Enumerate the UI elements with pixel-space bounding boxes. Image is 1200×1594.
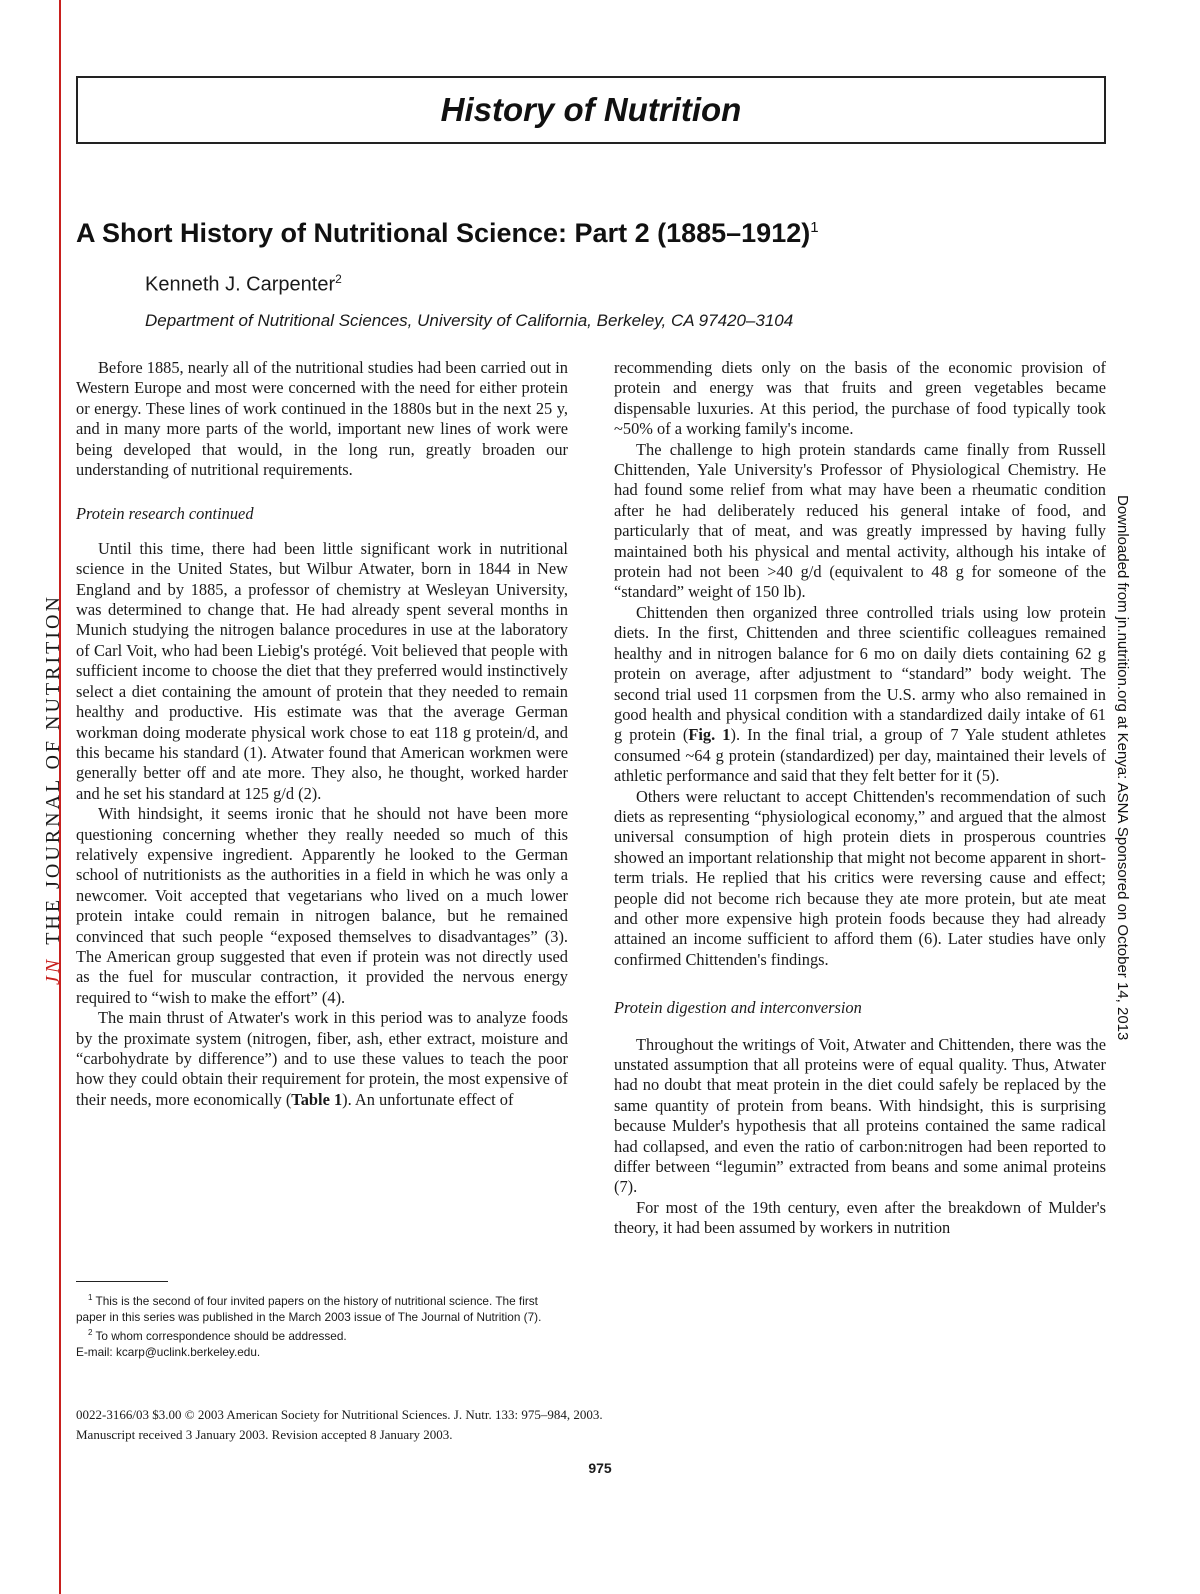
paragraph: recommending diets only on the basis of the economic provision of protein and energy was that fruits and green vegetables became dispensable luxuries. At this period, the purchase of food typically took ~50% of a working family's income.: [614, 358, 1106, 439]
article-title-text: A Short History of Nutritional Science: Part 2 (1885–1912): [76, 218, 811, 248]
left-column: [76, 358, 568, 1110]
citation-line: 0022-3166/03 $3.00 © 2003 American Society for Nutritional Sciences. J. Nutr. 133: 975–984, 2003.: [76, 1407, 603, 1422]
affiliation: Department of Nutritional Sciences, University of California, Berkeley, CA 97420–3104: [145, 311, 794, 330]
journal-spine-label: [42, 594, 65, 985]
footnote-marker: 1: [88, 1293, 93, 1302]
author-name: Kenneth J. Carpenter: [145, 273, 336, 296]
paragraph-text: ). An unfortunate effect of: [342, 1089, 514, 1109]
manuscript-dates: Manuscript received 3 January 2003. Revision accepted 8 January 2003.: [76, 1427, 453, 1442]
footnote-divider: [76, 1281, 168, 1282]
section-title: History of Nutrition: [440, 91, 742, 128]
download-notice: Downloaded from jn.nutrition.org at Kenya: ASNA Sponsored on October 14, 2013: [1114, 495, 1131, 1041]
paragraph-text: Chittenden then organized three controlled trials using low protein diets. In the first, Chittenden and three scientific colleagues remained healthy and in nitrogen balance for 6 mo on daily diets containing 62 g protein on average, after adjustment to “standard” body weight. The second trial used 11 corpsmen from the U.S. army who also remained in good health and physical condition with a standardized daily intake of 61 g protein (: [614, 602, 1106, 745]
footnote-1: [76, 1290, 570, 1325]
paragraph: With hindsight, it seems ironic that he should not have been more questioning concerning whether they really needed so much of this relatively expensive ingredient. Apparently he looked to the German school of nutritionists as the authorities in a field in which he was only a newcomer. Voit accepted that vegetarians who lived on a much lower protein intake could remain in nitrogen balance, but he remained convinced that such people “exposed themselves to disadvantages” (3). The American group suggested that even if protein was not directly used as the fuel for muscular contraction, it provided the nervous energy required to “wish to make the effort” (4).: [76, 804, 568, 1007]
paragraph: Others were reluctant to accept Chittenden's recommendation of such diets as representing “physiological economy,” and argued that the almost universal consumption of high protein diets in prosperous countries showed an important relationship that might not become apparent in short-term trials. He replied that his critics were reversing cause and effect; people did not become rich because they ate more protein, but ate meat and other more expensive high protein foods because they had already attained an income sufficient to afford them (6). Later studies have only confirmed Chittenden's findings.: [614, 786, 1106, 969]
paragraph-text: ). In the final trial, a group of 7 Yale student athletes consumed ~64 g protein (standardized) per day, maintained their levels of athletic performance and said that they felt better for it (5).: [614, 725, 1106, 786]
email-line[interactable]: E-mail: kcarp@uclink.berkeley.edu.: [76, 1344, 261, 1359]
figure-reference-link[interactable]: Fig. 1: [688, 725, 731, 745]
paragraph: Before 1885, nearly all of the nutritional studies had been carried out in Western Europe and most were concerned with the need for either protein or energy. These lines of work continued in the 1880s but in the next 25 y, and in many more parts of the world, important new lines of work were being developed that would, in the long run, greatly broaden our understanding of nutritional requirements.: [76, 358, 568, 480]
paragraph: The challenge to high protein standards came finally from Russell Chittenden, Yale University's Professor of Physiological Chemistry. He had found some relief from what may have been a rheumatic condition after he had deliberately reduced his general intake of food, and particularly that of meat, and was greatly impressed by having fully maintained both his physical and mental activity, although his intake of protein had not been >40 g/d (equivalent to 48 g for someone of the “standard” weight of 150 lb).: [614, 439, 1106, 602]
paragraph: For most of the 19th century, even after the breakdown of Mulder's theory, it had been assumed by workers in nutrition: [614, 1197, 1106, 1238]
journal-logo: JN: [42, 956, 64, 985]
article-title: [76, 218, 819, 249]
footnote-2: [76, 1325, 570, 1344]
section-heading: Protein digestion and interconversion: [614, 998, 862, 1018]
author-footnote-marker[interactable]: 2: [335, 272, 342, 286]
paragraph: Throughout the writings of Voit, Atwater and Chittenden, there was the unstated assumption that all proteins were of equal quality. Thus, Atwater had no doubt that meat protein in the diet could safely be replaced by the same quantity of protein from beans. With hindsight, this is surprising because Mulder's hypothesis that all proteins contained the same radical had collapsed, and even the ratio of carbon:nitrogen had been reported to differ between “legumin” extracted from beans and some animal proteins (7).: [614, 1034, 1106, 1197]
title-footnote-marker[interactable]: 1: [810, 219, 819, 236]
citation-block: [76, 1405, 603, 1445]
paragraph: [614, 603, 1106, 787]
footnote-text: To whom correspondence should be addressed.: [95, 1328, 347, 1343]
paragraph-text: The main thrust of Atwater's work in this period was to analyze foods by the proximate system (nitrogen, fiber, ash, ether extract, moisture and “carbohydrate by difference”) and to use these values to teach the poor how they could obtain their requirement for protein, the most expensive of their needs, more economically (: [76, 1008, 568, 1109]
table-reference-link[interactable]: Table 1: [291, 1089, 343, 1109]
paragraph: [76, 1008, 568, 1110]
author: [145, 272, 342, 297]
right-column: [614, 358, 1106, 1239]
journal-name: THE JOURNAL OF NUTRITION: [42, 594, 64, 945]
footnotes: [76, 1290, 570, 1360]
paragraph: Until this time, there had been little significant work in nutritional science in the United States, but Wilbur Atwater, born in 1844 in New England and by 1885, a professor of chemistry at Wesleyan University, was determined to change that. He had already spent several months in Munich studying the nitrogen balance procedures in use at the laboratory of Carl Voit, who had been Liebig's protégé. Voit believed that people with sufficient income to choose the diet that they preferred would instinctively select a diet containing the amount of protein that they needed to remain healthy and productive. His estimate was that the average German workman doing moderate physical work chose to eat 118 g protein/d, and this became his standard (1). Atwater found that American workmen were generally better off and ate more. They also, he thought, worked harder and he set his standard at 125 g/d (2).: [76, 538, 568, 803]
section-header: [76, 76, 1106, 144]
footnote-text: This is the second of four invited papers on the history of nutritional science. The first paper in this series was published in the March 2003 issue of The Journal of Nutrition (7).: [76, 1293, 542, 1324]
page-number: 975: [588, 1460, 612, 1476]
section-heading: Protein research continued: [76, 504, 254, 524]
footnote-marker: 2: [88, 1327, 93, 1337]
